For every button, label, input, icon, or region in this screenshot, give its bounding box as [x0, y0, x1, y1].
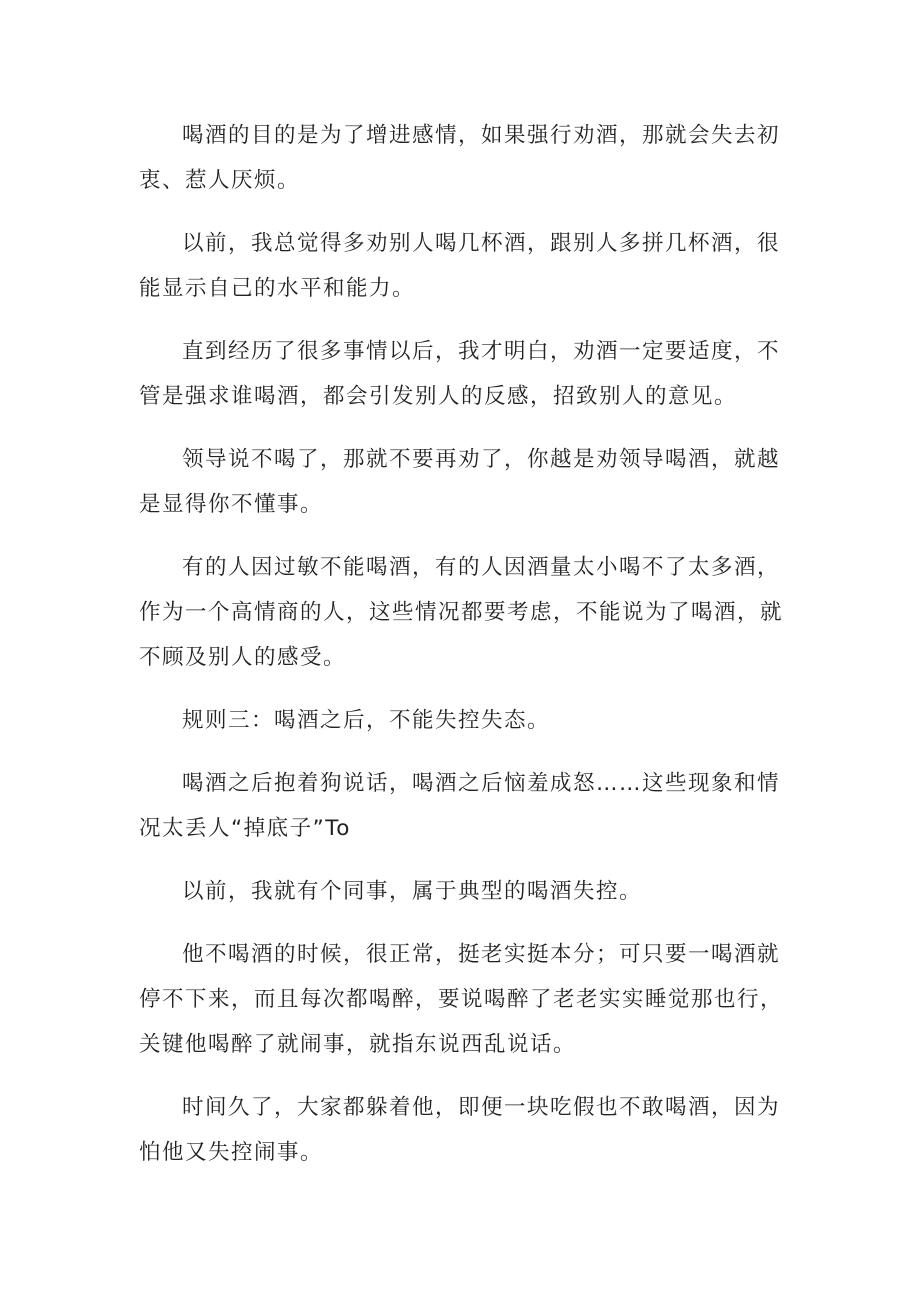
paragraph: 直到经历了很多事情以后，我才明白，劝酒一定要适度，不管是强求谁喝酒，都会引发别人的反感，招致别人的意见。 — [139, 339, 781, 409]
paragraph: 领导说不喝了，那就不要再劝了，你越是劝领导喝酒，就越是显得你不懂事。 — [139, 447, 781, 517]
section-heading-rule-three: 规则三：喝酒之后，不能失控失态。 — [182, 708, 551, 733]
paragraph: 以前，我就有个同事，属于典型的喝酒失控。 — [182, 879, 643, 904]
paragraph: 有的人因过敏不能喝酒，有的人因酒量太小喝不了太多酒，作为一个高情商的人，这些情况都要考虑，不能说为了喝酒，就不顾及别人的感受。 — [139, 555, 784, 670]
article-body — [139, 113, 789, 1193]
paragraph: 他不喝酒的时候，很正常，挺老实挺本分；可只要一喝酒就停不下来，而且每次都喝醉，要说喝醉了老老实实睡觉那也行，关键他喝醉了就闹事，就指东说西乱说话。 — [139, 942, 784, 1057]
paragraph: 喝酒的目的是为了增进感情，如果强行劝酒，那就会失去初衷、惹人厌烦。 — [139, 123, 781, 193]
paragraph: 以前，我总觉得多劝别人喝几杯酒，跟别人多拼几杯酒，很能显示自己的水平和能力。 — [139, 231, 781, 301]
paragraph: 喝酒之后抱着狗说话，喝酒之后恼羞成怒……这些现象和情况太丢人“掉底子”To — [139, 771, 781, 841]
paragraph: 时间久了，大家都躲着他，即便一块吃假也不敢喝酒，因为怕他又失控闹事。 — [139, 1095, 781, 1165]
